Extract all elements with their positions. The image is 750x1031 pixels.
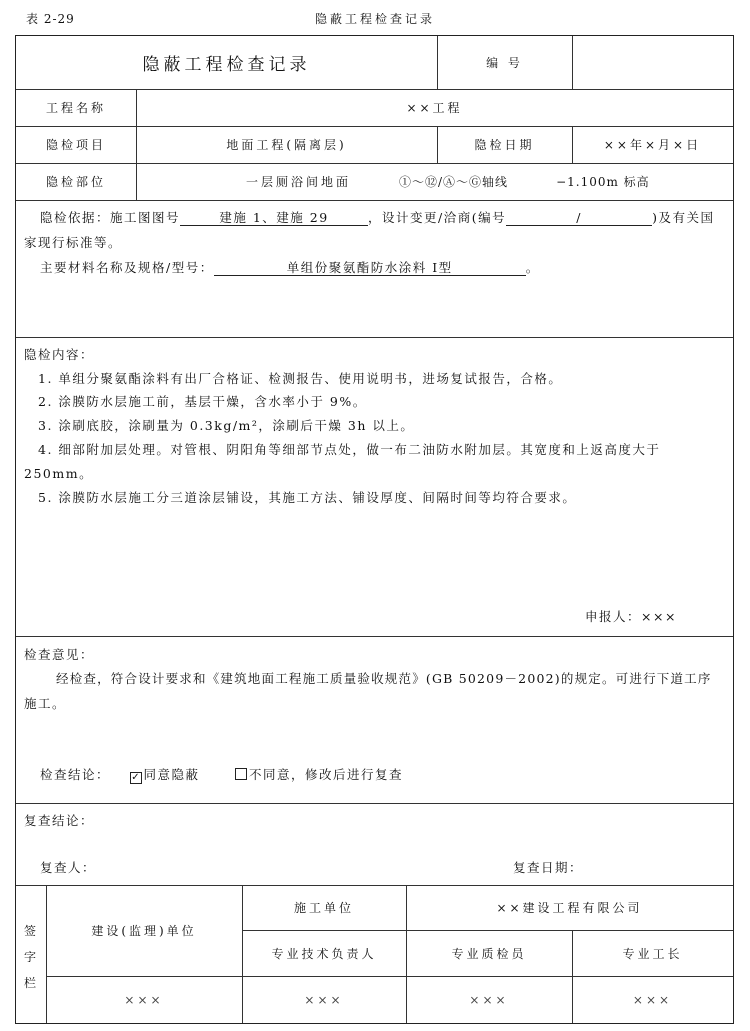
drawing-number-field[interactable]: 建施 1、建施 29 [180, 211, 368, 226]
material-line [40, 258, 540, 276]
inspection-opinion-2: 施工。 [24, 696, 67, 711]
material-end: 。 [525, 260, 540, 275]
location-label: 隐检部位 [45, 175, 106, 189]
inspection-label: 检查意见： [24, 647, 95, 662]
supervisor-signature[interactable]: ××× [124, 992, 164, 1007]
item-label: 隐检项目 [45, 138, 106, 152]
location-axis: ①～⑫/Ⓐ～Ⓖ轴线 [399, 175, 509, 189]
basis-line-1 [40, 208, 715, 226]
conclusion-row [40, 765, 403, 784]
content-item: 250mm。 [24, 466, 94, 481]
content-item: 1. 单组分聚氨酯涂料有出厂合格证、检测报告、使用说明书，进场复试报告，合格。 [38, 371, 563, 386]
basis-line-2: 家现行标准等。 [24, 235, 123, 250]
tech-lead-label: 专业技术负责人 [271, 946, 377, 961]
contractor-label: 施工单位 [293, 901, 354, 915]
quality-inspector-signature[interactable]: ××× [469, 992, 509, 1007]
agree-option[interactable] [130, 767, 200, 782]
location-value-row[interactable] [136, 163, 733, 200]
signature-column-label: 签 字 栏 [23, 924, 36, 990]
form-frame [15, 35, 734, 1024]
number-label: 编 号 [486, 56, 523, 70]
content-item: 3. 涂刷底胶，涂刷量为 0.3kg/m²，涂刷后干燥 3h 以上。 [38, 418, 415, 433]
content-item: 4. 细部附加层处理。对管根、阴阳角等细部节点处，做一布二油防水附加层。其宽度和上返高度大于 [38, 442, 661, 457]
project-name-value[interactable]: ××工程 [406, 101, 463, 115]
quality-inspector-label: 专业质检员 [451, 946, 527, 961]
content-item: 2. 涂膜防水层施工前，基层干燥，含水率小于 9%。 [38, 394, 367, 409]
recheck-date[interactable]: 复查日期： [513, 860, 584, 875]
design-change-field[interactable]: / [506, 211, 652, 226]
date-value[interactable]: ××年×月×日 [603, 138, 702, 152]
foreman-label: 专业工长 [622, 946, 683, 961]
form-title: 隐蔽工程检查记录 [142, 55, 311, 75]
disagree-checkbox[interactable] [235, 768, 247, 780]
row-divider [16, 200, 733, 201]
basis-related: )及有关国 [652, 210, 715, 225]
agree-checkbox[interactable]: ✓ [131, 772, 140, 783]
material-field[interactable]: 单组份聚氨酯防水涂料 Ⅰ型 [214, 261, 526, 276]
basis-label: 隐检依据：施工图图号 [40, 210, 181, 225]
content-label: 隐检内容： [24, 347, 95, 362]
item-value[interactable]: 地面工程(隔离层) [226, 138, 347, 152]
recheck-label: 复查结论： [24, 813, 95, 828]
disagree-text: 不同意，修改后进行复查 [249, 767, 404, 782]
section-divider [16, 803, 733, 804]
section-divider [16, 636, 733, 637]
supervisor-label: 建设(监理)单位 [91, 924, 197, 938]
location-elevation: −1.100m 标高 [556, 175, 650, 189]
date-label: 隐检日期 [474, 138, 535, 152]
location-area: 一层厕浴间地面 [246, 175, 352, 189]
reporter: 申报人：××× [585, 609, 677, 624]
tech-lead-signature[interactable]: ××× [304, 992, 344, 1007]
section-divider [16, 337, 733, 338]
foreman-signature[interactable]: ××× [632, 992, 673, 1007]
disagree-option[interactable] [235, 767, 403, 782]
material-label: 主要材料名称及规格/型号： [40, 260, 214, 275]
conclusion-label: 检查结论： [40, 767, 111, 782]
project-name-label: 工程名称 [45, 101, 106, 115]
agree-text: 同意隐蔽 [143, 767, 200, 782]
table-number: 表 2-29 [26, 12, 75, 26]
contractor-value[interactable]: ××建设工程有限公司 [496, 901, 643, 915]
content-item: 5. 涂膜防水层施工分三道涂层铺设，其施工方法、铺设厚度、间隔时间等均符合要求。 [38, 490, 577, 505]
page-header: 隐蔽工程检查记录 [314, 12, 435, 26]
design-change-label: ，设计变更/洽商(编号 [368, 210, 507, 225]
inspection-opinion: 经检查，符合设计要求和《建筑地面工程施工质量验收规范》(GB 50209－2002)的规定。可进行下道工序 [56, 671, 712, 686]
number-field[interactable] [572, 36, 733, 89]
recheck-person[interactable]: 复查人： [40, 860, 97, 875]
